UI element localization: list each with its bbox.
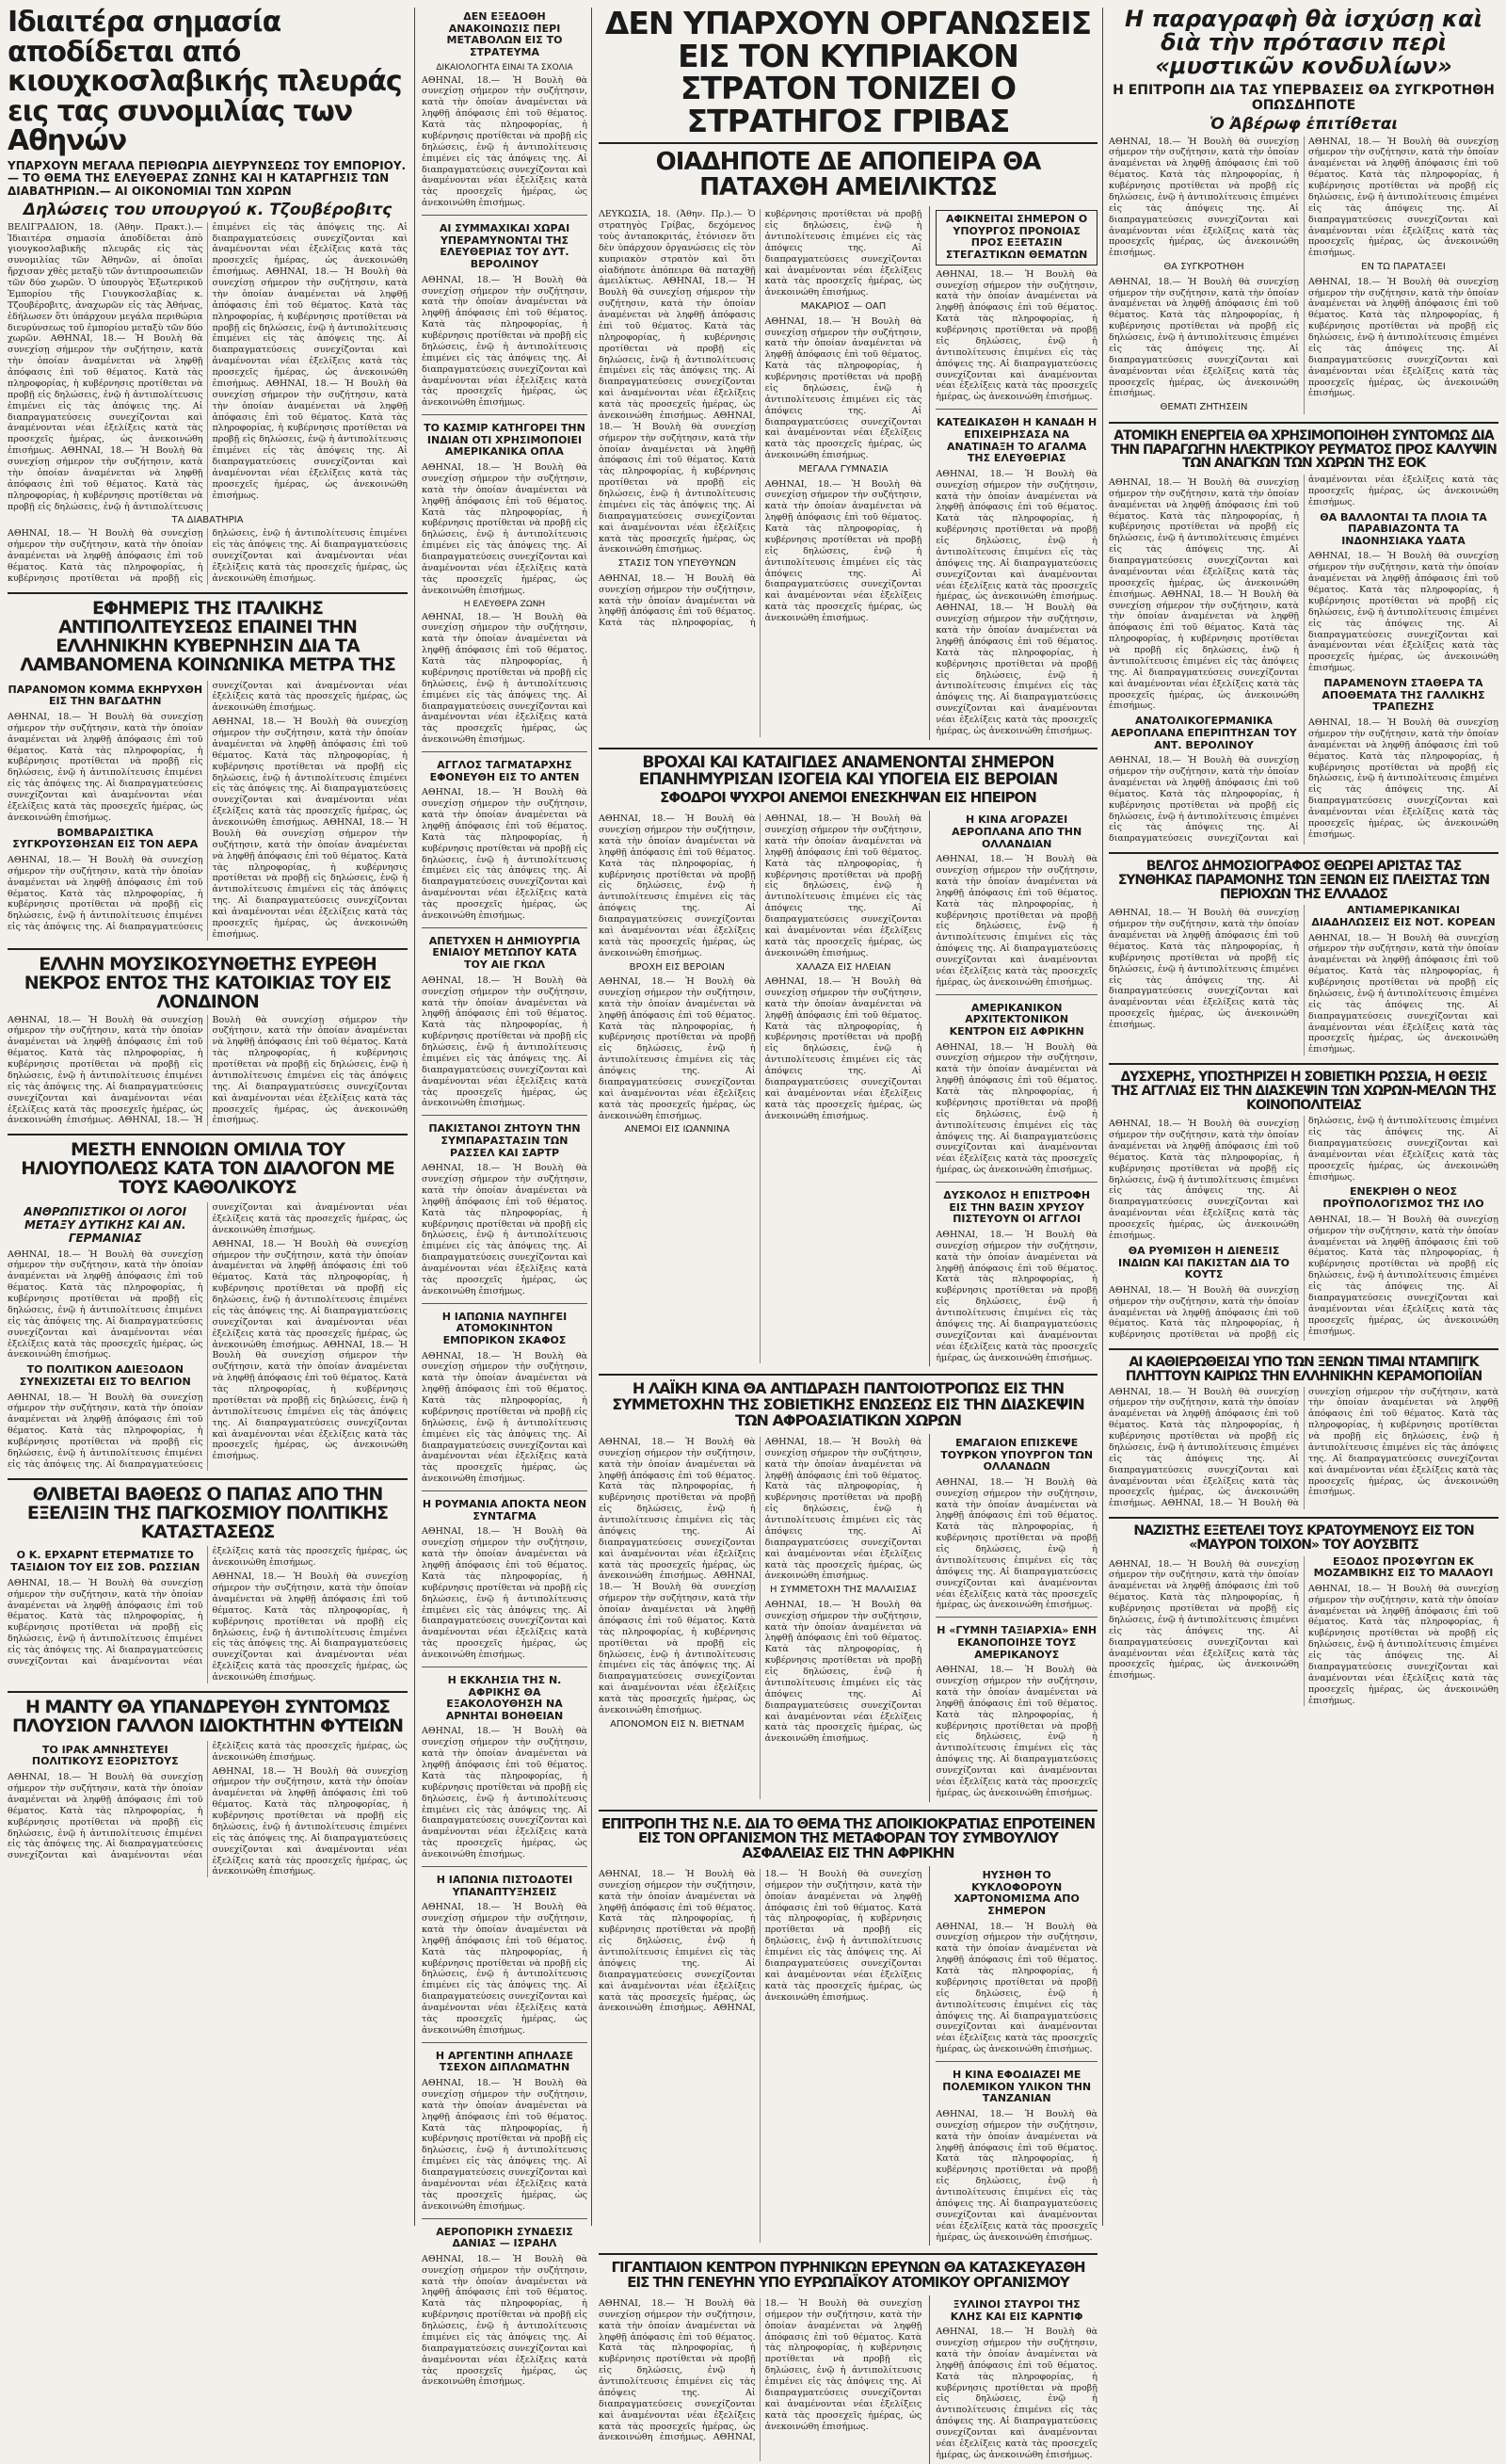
indonesia-headline: ΘΑ ΒΑΛΛΟΝΤΑΙ ΤΑ ΠΛΟΙΑ ΤΑ ΠΑΡΑΒΙΑΖΟΝΤΑ ΤΑ ΙΝΔΟΝΗΣΙΑΚΑ ΥΔΑΤΑ [1320, 510, 1487, 547]
hypoythinon-subhead: ΣΤΑΣΙΣ ΤΟΝ ΥΠΕΥΘΥΝΩΝ [617, 558, 736, 570]
banner-headline: ΔΕΝ ΥΠΑΡΧΟΥΝ ΟΡΓΑΝΩΣΕΙΣ ΕΙΣ ΤΟΝ ΚΥΠΡΙΑΚΟΝ ΣΤΡΑΤΟΝ ΤΟΝΙΖΕΙ Ο ΣΤΡΑΤΗΓΟΣ ΓΡΙΒΑΣ [599, 8, 1097, 144]
column-right [1109, 8, 1498, 2226]
belgian-article [1109, 852, 1498, 1055]
heliopolis-headline: ΜΕΣΤΗ ΕΝΝΟΙΩΝ ΟΜΙΛΙΑ ΤΟΥ ΗΛΙΟΥΠΟΛΕΩΣ ΚΑΤΑ ΤΟΝ ΔΙΑΛΟΓΟΝ ΜΕ ΤΟΥΣ ΚΑΘΟΛΙΚΟΥΣ [21, 1139, 394, 1199]
paranomon-text: ΑΘΗΝΑΙ, 18.— Ἡ Βουλὴ θὰ συνεχίσῃ σήμερον τὴν συζήτησιν, κατὰ τὴν ὁποίαν ἀναμένεται νὰ ληφθῇ ἀπόφασις ἐπὶ τοῦ θέματος. Κατὰ τὰς πληροφορίας, ἡ κυβέρνησις προτίθεται νὰ προβῇ εἰς δηλώσεις, ἐνῷ ἡ ἀντιπολίτευσις ἐπιμένει εἰς τὰς ἀπόψεις της. Αἱ διαπραγματεύσεις συνεχίζονται καὶ ἀναμένονται νέαι ἐξελίξεις κατὰ τὰς προσεχεῖς ἡμέρας, ὡς ἀνεκοινώθη ἐπισήμως. [8, 711, 203, 823]
cern-article [599, 2253, 1097, 2463]
army-text: ΑΘΗΝΑΙ, 18.— Ἡ Βουλὴ θὰ συνεχίσῃ σήμερον τὴν συζήτησιν, κατὰ τὴν ὁποίαν ἀναμένεται νὰ ληφθῇ ἀπόφασις ἐπὶ τοῦ θέματος. Κατὰ τὰς πληροφορίας, ἡ κυβέρνησις προτίθεται νὰ προβῇ εἰς δηλώσεις, ἐνῷ ἡ ἀντιπολίτευσις ἐπιμένει εἰς τὰς ἀπόψεις της. Αἱ διαπραγματεύσεις συνεχίζονται καὶ ἀναμένονται νέαι ἐξελίξεις κατὰ τὰς προσεχεῖς ἡμέρας, ὡς ἀνεκοινώθη ἐπισήμως. [422, 74, 587, 209]
eleuthera-subhead: Η ΕΛΕΥΘΕΡΑ ΖΩΝΗ [463, 599, 546, 609]
vietnam-subhead: ΑΠΟΝΟΜΟΝ ΕΙΣ Ν. ΒΙΕΤΝΑΜ [610, 1718, 745, 1730]
taxiarchia-text: ΑΘΗΝΑΙ, 18.— Ἡ Βουλὴ θὰ συνεχίσῃ σήμερον τὴν συζήτησιν, κατὰ τὴν ὁποίαν ἀναμένεται νὰ ληφθῇ ἀπόφασις ἐπὶ τοῦ θέματος. Κατὰ τὰς πληροφορίας, ἡ κυβέρνησις προτίθεται νὰ προβῇ εἰς δηλώσεις, ἐνῷ ἡ ἀντιπολίτευσις ἐπιμένει εἰς τὰς ἀπόψεις της. Αἱ διαπραγματεύσεις συνεχίζονται καὶ ἀναμένονται νέαι ἐξελίξεις κατὰ τὰς προσεχεῖς ἡμέρας, ὡς ἀνεκοινώθη ἐπισήμως. [936, 1665, 1097, 1798]
dutch-minister-headline: ΕΜΑΓΑΙΟΝ ΕΠΙΣΚΕΨΕ ΤΟΥΡΚΟΝ ΥΠΟΥΡΓΟΝ ΤΩΝ ΟΛΛΑΝΔΩΝ [940, 1436, 1094, 1474]
lead-headline: Ιδιαιτέρα σημασία αποδίδεται από κιουχκοσλαβικής πλευράς εις τας συνομιλίας των Αθηνών [8, 6, 402, 157]
storms-article [599, 748, 1097, 1367]
gold-text: ΑΘΗΝΑΙ, 18.— Ἡ Βουλὴ θὰ συνεχίσῃ σήμερον τὴν συζήτησιν, κατὰ τὴν ὁποίαν ἀναμένεται νὰ ληφθῇ ἀπόφασις ἐπὶ τοῦ θέματος. Κατὰ τὰς πληροφορίας, ἡ κυβέρνησις προτίθεται νὰ προβῇ εἰς δηλώσεις, ἐνῷ ἡ ἀντιπολίτευσις ἐπιμένει εἰς τὰς ἀπόψεις της. Αἱ διαπραγματεύσεις συνεχίζονται καὶ ἀναμένονται νέαι ἐξελίξεις κατὰ τὰς προσεχεῖς ἡμέρας, ὡς ἀνεκοινώθη ἐπισήμως. [936, 1229, 1097, 1363]
ceramics-article [1109, 1348, 1498, 1509]
col4-text: ΑΘΗΝΑΙ, 18.— Ἡ Βουλὴ θὰ συνεχίσῃ σήμερον τὴν συζήτησιν, κατὰ τὴν ὁποίαν ἀναμένεται νὰ ληφθῇ ἀπόφασις ἐπὶ τοῦ θέματος. Κατὰ τὰς πληροφορίας, ἡ κυβέρνησις προτίθεται νὰ προβῇ εἰς δηλώσεις, ἐνῷ ἡ ἀντιπολίτευσις ἐπιμένει εἰς τὰς ἀπόψεις της. Αἱ διαπραγματεύσεις συνεχίζονται καὶ ἀναμένονται νέαι ἐξελίξεις κατὰ τὰς προσεχεῖς ἡμέρας, ὡς ἀνεκοινώθη ἐπισήμως. ΘΑ ΣΥΓΚΡΟΤΗΘΗ ΑΘΗΝΑΙ, 18.— Ἡ Βουλὴ θὰ συνεχίσῃ σήμερον τὴν συζήτησιν, κατὰ τὴν ὁποίαν ἀναμένεται νὰ ληφθῇ ἀπόφασις ἐπὶ τοῦ θέματος. Κατὰ τὰς πληροφορίας, ἡ κυβέρνησις προτίθεται νὰ προβῇ εἰς δηλώσεις, ἐνῷ ἡ ἀντιπολίτευσις ἐπιμένει εἰς τὰς ἀπόψεις της. Αἱ διαπραγματεύσεις συνεχίζονται καὶ ἀναμένονται νέαι ἐξελίξεις κατὰ τὰς προσεχεῖς ἡμέρας, ὡς ἀνεκοινώθη ἐπισήμως. ΘΕΜΑΤΙ ΖΗΤΗΣΕΙΝ ΑΘΗΝΑΙ, 18.— Ἡ Βουλὴ θὰ συνεχίσῃ σήμερον τὴν συζήτησιν, κατὰ τὴν ὁποίαν ἀναμένεται νὰ ληφθῇ ἀπόφασις ἐπὶ τοῦ θέματος. Κατὰ τὰς πληροφορίας, ἡ κυβέρνησις προτίθεται νὰ προβῇ εἰς δηλώσεις, ἐνῷ ἡ ἀντιπολίτευσις ἐπιμένει εἰς τὰς ἀπόψεις της. Αἱ διαπραγματεύσεις συνεχίζονται καὶ ἀναμένονται νέαι ἐξελίξεις κατὰ τὰς προσεχεῖς ἡμέρας, ὡς ἀνεκοινώθη ἐπισήμως. ΕΝ ΤΩ ΠΑΡΑΤΑΞΕΙ ΑΘΗΝΑΙ, 18.— Ἡ Βουλὴ θὰ συνεχίσῃ σήμερον τὴν συζήτησιν, κατὰ τὴν ὁποίαν ἀναμένεται νὰ ληφθῇ ἀπόφασις ἐπὶ τοῦ θέματος. Κατὰ τὰς πληροφορίας, ἡ κυβέρνησις προτίθεται νὰ προβῇ εἰς δηλώσεις, ἐνῷ ἡ ἀντιπολίτευσις ἐπιμένει εἰς τὰς ἀπόψεις της. Αἱ διαπραγματεύσεις συνεχίζονται καὶ ἀναμένονται νέαι ἐξελίξεις κατὰ τὰς προσεχεῖς ἡμέρας, ὡς ἀνεκοινώθη ἐπισήμως. [1109, 136, 1498, 413]
pakistan-headline: ΠΑΚΙΣΤΑΝΟΙ ΖΗΤΟΥΝ ΤΗΝ ΣΥΜΠΑΡΑΣΤΑΣΙΝ ΤΩΝ ΡΑΣΣΕΛ ΚΑΙ ΣΑΡΤΡ [428, 1122, 581, 1159]
kashmir-text: ΑΘΗΝΑΙ, 18.— Ἡ Βουλὴ θὰ συνεχίσῃ σήμερον τὴν συζήτησιν, κατὰ τὴν ὁποίαν ἀναμένεται νὰ ληφθῇ ἀπόφασις ἐπὶ τοῦ θέματος. Κατὰ τὰς πληροφορίας, ἡ κυβέρνησις προτίθεται νὰ προβῇ εἰς δηλώσεις, ἐνῷ ἡ ἀντιπολίτευσις ἐπιμένει εἰς τὰς ἀπόψεις της. Αἱ διαπραγματεύσεις συνεχίζονται καὶ ἀναμένονται νέαι ἐξελίξεις κατὰ τὰς προσεχεῖς ἡμέρας, ὡς ἀνεκοινώθη ἐπισήμως. [422, 462, 587, 596]
column-rule [414, 8, 415, 2226]
commission-article [599, 1810, 1097, 2247]
lead-kicker: Δηλώσεις του υπουργού κ. Τζουβέροβιτς [23, 200, 393, 219]
mandy-article [8, 1691, 408, 1877]
canada-text: ΑΘΗΝΑΙ, 18.— Ἡ Βουλὴ θὰ συνεχίσῃ σήμερον τὴν συζήτησιν, κατὰ τὴν ὁποίαν ἀναμένεται νὰ ληφθῇ ἀπόφασις ἐπὶ τοῦ θέματος. Κατὰ τὰς πληροφορίας, ἡ κυβέρνησις προτίθεται νὰ προβῇ εἰς δηλώσεις, ἐνῷ ἡ ἀντιπολίτευσις ἐπιμένει εἰς τὰς ἀπόψεις της. Αἱ διαπραγματεύσεις συνεχίζονται καὶ ἀναμένονται νέαι ἐξελίξεις κατὰ τὰς προσεχεῖς ἡμέρας, ὡς ἀνεκοινώθη ἐπισήμως. ΑΘΗΝΑΙ, 18.— Ἡ Βουλὴ θὰ συνεχίσῃ σήμερον τὴν συζήτησιν, κατὰ τὴν ὁποίαν ἀναμένεται νὰ ληφθῇ ἀπόφασις ἐπὶ τοῦ θέματος. Κατὰ τὰς πληροφορίας, ἡ κυβέρνησις προτίθεται νὰ προβῇ εἰς δηλώσεις, ἐνῷ ἡ ἀντιπολίτευσις ἐπιμένει εἰς τὰς ἀπόψεις της. Αἱ διαπραγματεύσεις συνεχίζονται καὶ ἀναμένονται νέαι ἐξελίξεις κατὰ τὰς προσεχεῖς ἡμέρας, ὡς ἀνεκοινώθη ἐπισήμως. [936, 468, 1097, 736]
veroia-subhead: ΒΡΟΧΗ ΕΙΣ ΒΕΡΟΙΑΝ [629, 961, 726, 973]
nazi-text: ΑΘΗΝΑΙ, 18.— Ἡ Βουλὴ θὰ συνεχίσῃ σήμερον τὴν συζήτησιν, κατὰ τὴν ὁποίαν ἀναμένεται νὰ ληφθῇ ἀπόφασις ἐπὶ τοῦ θέματος. Κατὰ τὰς πληροφορίας, ἡ κυβέρνησις προτίθεται νὰ προβῇ εἰς δηλώσεις, ἐνῷ ἡ ἀντιπολίτευσις ἐπιμένει εἰς τὰς ἀπόψεις της. Αἱ διαπραγματεύσεις συνεχίζονται καὶ ἀναμένονται νέαι ἐξελίξεις κατὰ τὰς προσεχεῖς ἡμέρας, ὡς ἀνεκοινώθη ἐπισήμως. [1109, 1558, 1299, 1682]
column-left [8, 8, 408, 2226]
politikon-headline: ΤΟ ΠΟΛΙΤΙΚΟΝ ΑΔΙΕΞΟΔΟΝ ΣΥΝΕΧΙΖΕΤΑΙ ΕΙΣ ΤΟ ΒΕΛΓΙΟΝ [19, 1363, 191, 1388]
belgian-text: ΑΘΗΝΑΙ, 18.— Ἡ Βουλὴ θὰ συνεχίσῃ σήμερον τὴν συζήτησιν, κατὰ τὴν ὁποίαν ἀναμένεται νὰ ληφθῇ ἀπόφασις ἐπὶ τοῦ θέματος. Κατὰ τὰς πληροφορίας, ἡ κυβέρνησις προτίθεται νὰ προβῇ εἰς δηλώσεις, ἐνῷ ἡ ἀντιπολίτευσις ἐπιμένει εἰς τὰς ἀπόψεις της. Αἱ διαπραγματεύσεις συνεχίζονται καὶ ἀναμένονται νέαι ἐξελίξεις κατὰ τὰς προσεχεῖς ἡμέρας, ὡς ἀνεκοινώθη ἐπισήμως. [1109, 908, 1299, 1031]
storms-subheadline: ΣΦΟΔΡΟΙ ΨΥΧΡΟΙ ΑΝΕΜΟΙ ΕΝΕΣΚΗΨΑΝ ΕΙΣ ΗΠΕΙΡΟΝ [660, 789, 1036, 807]
japan-amb-text: ΑΘΗΝΑΙ, 18.— Ἡ Βουλὴ θὰ συνεχίσῃ σήμερον τὴν συζήτησιν, κατὰ τὴν ὁποίαν ἀναμένεται νὰ ληφθῇ ἀπόφασις ἐπὶ τοῦ θέματος. Κατὰ τὰς πληροφορίας, ἡ κυβέρνησις προτίθεται νὰ προβῇ εἰς δηλώσεις, ἐνῷ ἡ ἀντιπολίτευσις ἐπιμένει εἰς τὰς ἀπόψεις της. Αἱ διαπραγματεύσεις συνεχίζονται καὶ ἀναμένονται νέαι ἐξελίξεις κατὰ τὰς προσεχεῖς ἡμέρας, ὡς ἀνεκοινώθη ἐπισήμως. [422, 1902, 587, 2036]
eleuthera-text: ΑΘΗΝΑΙ, 18.— Ἡ Βουλὴ θὰ συνεχίσῃ σήμερον τὴν συζήτησιν, κατὰ τὴν ὁποίαν ἀναμένεται νὰ ληφθῇ ἀπόφασις ἐπὶ τοῦ θέματος. Κατὰ τὰς πληροφορίας, ἡ κυβέρνησις προτίθεται νὰ προβῇ εἰς δηλώσεις, ἐνῷ ἡ ἀντιπολίτευσις ἐπιμένει εἰς τὰς ἀπόψεις της. Αἱ διαπραγματεύσεις συνεχίζονται καὶ ἀναμένονται νέαι ἐξελίξεις κατὰ τὰς προσεχεῖς ἡμέρας, ὡς ἀνεκοινώθη ἐπισήμως. [422, 611, 587, 746]
erhard-headline: Ο Κ. ΕΡΧΑΡΝΤ ΕΤΕΡΜΑΤΙΣΕ ΤΟ ΤΑΞΙΔΙΟΝ ΤΟΥ ΕΙΣ ΣΟΒ. ΡΩΣΣΙΑΝ [10, 1549, 200, 1574]
atomic-text: ΑΘΗΝΑΙ, 18.— Ἡ Βουλὴ θὰ συνεχίσῃ σήμερον τὴν συζήτησιν, κατὰ τὴν ὁποίαν ἀναμένεται νὰ ληφθῇ ἀπόφασις ἐπὶ τοῦ θέματος. Κατὰ τὰς πληροφορίας, ἡ κυβέρνησις προτίθεται νὰ προβῇ εἰς δηλώσεις, ἐνῷ ἡ ἀντιπολίτευσις ἐπιμένει εἰς τὰς ἀπόψεις της. Αἱ διαπραγματεύσεις συνεχίζονται καὶ ἀναμένονται νέαι ἐξελίξεις κατὰ τὰς προσεχεῖς ἡμέρας, ὡς ἀνεκοινώθη ἐπισήμως. ΑΘΗΝΑΙ, 18.— Ἡ Βουλὴ θὰ συνεχίσῃ σήμερον τὴν συζήτησιν, κατὰ τὴν ὁποίαν ἀναμένεται νὰ ληφθῇ ἀπόφασις ἐπὶ τοῦ θέματος. Κατὰ τὰς πληροφορίας, ἡ κυβέρνησις προτίθεται νὰ προβῇ εἰς δηλώσεις, ἐνῷ ἡ ἀντιπολίτευσις ἐπιμένει εἰς τὰς ἀπόψεις της. Αἱ διαπραγματεύσεις συνεχίζονται καὶ ἀναμένονται νέαι ἐξελίξεις κατὰ τὰς προσεχεῖς ἡμέρας, ὡς ἀνεκοινώθη ἐπισήμως. [1109, 476, 1299, 712]
romania-text: ΑΘΗΝΑΙ, 18.— Ἡ Βουλὴ θὰ συνεχίσῃ σήμερον τὴν συζήτησιν, κατὰ τὴν ὁποίαν ἀναμένεται νὰ ληφθῇ ἀπόφασις ἐπὶ τοῦ θέματος. Κατὰ τὰς πληροφορίας, ἡ κυβέρνησις προτίθεται νὰ προβῇ εἰς δηλώσεις, ἐνῷ ἡ ἀντιπολίτευσις ἐπιμένει εἰς τὰς ἀπόψεις της. Αἱ διαπραγματεύσεις συνεχίζονται καὶ ἀναμένονται νέαι ἐξελίξεις κατὰ τὰς προσεχεῖς ἡμέρας, ὡς ἀνεκοινώθη ἐπισήμως. [422, 1526, 587, 1660]
mozambique-text: ΑΘΗΝΑΙ, 18.— Ἡ Βουλὴ θὰ συνεχίσῃ σήμερον τὴν συζήτησιν, κατὰ τὴν ὁποίαν ἀναμένεται νὰ ληφθῇ ἀπόφασις ἐπὶ τοῦ θέματος. Κατὰ τὰς πληροφορίας, ἡ κυβέρνησις προτίθεται νὰ προβῇ εἰς δηλώσεις, ἐνῷ ἡ ἀντιπολίτευσις ἐπιμένει εἰς τὰς ἀπόψεις της. Αἱ διαπραγματεύσεις συνεχίζονται καὶ ἀναμένονται νέαι ἐξελίξεις κατὰ τὰς προσεχεῖς ἡμέρας, ὡς ἀνεκοινώθη ἐπισήμως. [1308, 1583, 1498, 1706]
apetyxen-headline: ΑΠΕΤΥΧΕΝ Η ΔΗΜΙΟΥΡΓΙΑ ΕΝΙΑΙΟΥ ΜΕΤΩΠΟΥ ΚΑΤΑ ΤΟΥ ΑΙΕ ΓΚΩΛ [428, 934, 581, 972]
ceramics-text: ΑΘΗΝΑΙ, 18.— Ἡ Βουλὴ θὰ συνεχίσῃ σήμερον τὴν συζήτησιν, κατὰ τὴν ὁποίαν ἀναμένεται νὰ ληφθῇ ἀπόφασις ἐπὶ τοῦ θέματος. Κατὰ τὰς πληροφορίας, ἡ κυβέρνησις προτίθεται νὰ προβῇ εἰς δηλώσεις, ἐνῷ ἡ ἀντιπολίτευσις ἐπιμένει εἰς τὰς ἀπόψεις της. Αἱ διαπραγματεύσεις συνεχίζονται καὶ ἀναμένονται νέαι ἐξελίξεις κατὰ τὰς προσεχεῖς ἡμέρας, ὡς ἀνεκοινώθη ἐπισήμως. ΑΘΗΝΑΙ, 18.— Ἡ Βουλὴ θὰ συνεχίσῃ σήμερον τὴν συζήτησιν, κατὰ τὴν ὁποίαν ἀναμένεται νὰ ληφθῇ ἀπόφασις ἐπὶ τοῦ θέματος. Κατὰ τὰς πληροφορίας, ἡ κυβέρνησις προτίθεται νὰ προβῇ εἰς δηλώσεις, ἐνῷ ἡ ἀντιπολίτευσις ἐπιμένει εἰς τὰς ἀπόψεις της. Αἱ διαπραγματεύσεις συνεχίζονται καὶ ἀναμένονται νέαι ἐξελίξεις κατὰ τὰς προσεχεῖς ἡμέρας, ὡς ἀνεκοινώθη ἐπισήμως. [1109, 1386, 1498, 1509]
afiknitai-text: ΑΘΗΝΑΙ, 18.— Ἡ Βουλὴ θὰ συνεχίσῃ σήμερον τὴν συζήτησιν, κατὰ τὴν ὁποίαν ἀναμένεται νὰ ληφθῇ ἀπόφασις ἐπὶ τοῦ θέματος. Κατὰ τὰς πληροφορίας, ἡ κυβέρνησις προτίθεται νὰ προβῇ εἰς δηλώσεις, ἐνῷ ἡ ἀντιπολίτευσις ἐπιμένει εἰς τὰς ἀπόψεις της. Αἱ διαπραγματεύσεις συνεχίζονται καὶ ἀναμένονται νέαι ἐξελίξεις κατὰ τὰς προσεχεῖς ἡμέρας, ὡς ἀνεκοινώθη ἐπισήμως. [936, 268, 1097, 403]
indonesia-text: ΑΘΗΝΑΙ, 18.— Ἡ Βουλὴ θὰ συνεχίσῃ σήμερον τὴν συζήτησιν, κατὰ τὴν ὁποίαν ἀναμένεται νὰ ληφθῇ ἀπόφασις ἐπὶ τοῦ θέματος. Κατὰ τὰς πληροφορίας, ἡ κυβέρνησις προτίθεται νὰ προβῇ εἰς δηλώσεις, ἐνῷ ἡ ἀντιπολίτευσις ἐπιμένει εἰς τὰς ἀπόψεις της. Αἱ διαπραγματεύσεις συνεχίζονται καὶ ἀναμένονται νέαι ἐξελίξεις κατὰ τὰς προσεχεῖς ἡμέρας, ὡς ἀνεκοινώθη ἐπισήμως. [1308, 551, 1498, 674]
composer-headline: ΕΛΛΗΝ ΜΟΥΣΙΚΟΣΥΝΘΕΤΗΣ ΕΥΡΕΘΗ ΝΕΚΡΟΣ ΕΝΤΟΣ ΤΗΣ ΚΑΤΟΙΚΙΑΣ ΤΟΥ ΕΙΣ ΛΟΝΔΙΝΟΝ [24, 953, 392, 1012]
air-text: ΑΘΗΝΑΙ, 18.— Ἡ Βουλὴ θὰ συνεχίσῃ σήμερον τὴν συζήτησιν, κατὰ τὴν ὁποίαν ἀναμένεται νὰ ληφθῇ ἀπόφασις ἐπὶ τοῦ θέματος. Κατὰ τὰς πληροφορίας, ἡ κυβέρνησις προτίθεται νὰ προβῇ εἰς δηλώσεις, ἐνῷ ἡ ἀντιπολίτευσις ἐπιμένει εἰς τὰς ἀπόψεις της. Αἱ διαπραγματεύσεις συνεχίζονται καὶ ἀναμένονται νέαι ἐξελίξεις κατὰ τὰς προσεχεῖς ἡμέρας, ὡς ἀνεκοινώθη ἐπισήμως. [422, 2253, 587, 2388]
composer-article [8, 948, 408, 1127]
diavatiria-text: ΑΘΗΝΑΙ, 18.— Ἡ Βουλὴ θὰ συνεχίσῃ σήμερον τὴν συζήτησιν, κατὰ τὴν ὁποίαν ἀναμένεται νὰ ληφθῇ ἀπόφασις ἐπὶ τοῦ θέματος. Κατὰ τὰς πληροφορίας, ἡ κυβέρνησις προτίθεται νὰ προβῇ εἰς δηλώσεις, ἐνῷ ἡ ἀντιπολίτευσις ἐπιμένει εἰς τὰς ἀπόψεις της. Αἱ διαπραγματεύσεις συνεχίζονται καὶ ἀναμένονται νέαι ἐξελίξεις κατὰ τὰς προσεχεῖς ἡμέρας, ὡς ἀνεκοινώθη ἐπισήμως. [8, 528, 408, 584]
ioannina-subhead: ΑΝΕΜΟΙ ΕΙΣ ΙΩΑΝΝΙΝΑ [624, 1124, 730, 1135]
atomic-headline: ΑΤΟΜΙΚΗ ΕΝΕΡΓΕΙΑ ΘΑ ΧΡΗΣΙΜΟΠΟΙΗΘΗ ΣΥΝΤΟΜΩΣ ΔΙΑ ΤΗΝ ΠΑΡΑΓΩΓΗΝ ΗΛΕΚΤΡΙΚΟΥ ΡΕΥΜΑΤΟΣ ΠΡΟΣ ΚΑΛΥΨΙΝ ΤΩΝ ΑΝΑΓΚΩΝ ΤΩΝ ΧΩΡΩΝ ΤΗΣ ΕΟΚ [1111, 427, 1497, 472]
pope-text: ΑΘΗΝΑΙ, 18.— Ἡ Βουλὴ θὰ συνεχίσῃ σήμερον τὴν συζήτησιν, κατὰ τὴν ὁποίαν ἀναμένεται νὰ ληφθῇ ἀπόφασις ἐπὶ τοῦ θέματος. Κατὰ τὰς πληροφορίας, ἡ κυβέρνησις προτίθεται νὰ προβῇ εἰς δηλώσεις, ἐνῷ ἡ ἀντιπολίτευσις ἐπιμένει εἰς τὰς ἀπόψεις της. Αἱ διαπραγματεύσεις συνεχίζονται καὶ ἀναμένονται νέαι ἐξελίξεις κατὰ τὰς προσεχεῖς ἡμέρας, ὡς ἀνεκοινώθη ἐπισήμως. [212, 1571, 408, 1683]
mozambique-headline: ΕΞΟΔΟΣ ΠΡΟΣΦΥΓΩΝ ΕΚ ΜΟΖΑΜΒΙΚΗΣ ΕΙΣ ΤΟ ΜΑΛΑΟΥΙ [1313, 1554, 1494, 1580]
architecture-text: ΑΘΗΝΑΙ, 18.— Ἡ Βουλὴ θὰ συνεχίσῃ σήμερον τὴν συζήτησιν, κατὰ τὴν ὁποίαν ἀναμένεται νὰ ληφθῇ ἀπόφασις ἐπὶ τοῦ θέματος. Κατὰ τὰς πληροφορίας, ἡ κυβέρνησις προτίθεται νὰ προβῇ εἰς δηλώσεις, ἐνῷ ἡ ἀντιπολίτευσις ἐπιμένει εἰς τὰς ἀπόψεις της. Αἱ διαπραγματεύσεις συνεχίζονται καὶ ἀναμένονται νέαι ἐξελίξεις κατὰ τὰς προσεχεῖς ἡμέρας, ὡς ἀνεκοινώθη ἐπισήμως. [936, 1041, 1097, 1176]
argentina-text: ΑΘΗΝΑΙ, 18.— Ἡ Βουλὴ θὰ συνεχίσῃ σήμερον τὴν συζήτησιν, κατὰ τὴν ὁποίαν ἀναμένεται νὰ ληφθῇ ἀπόφασις ἐπὶ τοῦ θέματος. Κατὰ τὰς πληροφορίας, ἡ κυβέρνησις προτίθεται νὰ προβῇ εἰς δηλώσεις, ἐνῷ ἡ ἀντιπολίτευσις ἐπιμένει εἰς τὰς ἀπόψεις της. Αἱ διαπραγματεύσεις συνεχίζονται καὶ ἀναμένονται νέαι ἐξελίξεις κατὰ τὰς προσεχεῖς ἡμέρας, ὡς ἀνεκοινώθη ἐπισήμως. [422, 2078, 587, 2212]
russia-headline: ΔΥΣΧΕΡΗΣ, ΥΠΟΣΤΗΡΙΖΕΙ Η ΣΟΒΙΕΤΙΚΗ ΡΩΣΣΙΑ, Η ΘΕΣΙΣ ΤΗΣ ΑΓΓΛΙΑΣ ΕΙΣ ΤΗΝ ΔΙΑΣΚΕΨΙΝ ΤΩΝ ΧΩΡΩΝ-ΜΕΛΩΝ ΤΗΣ ΚΟΙΝΟΠΟΛΙΤΕΙΑΣ [1111, 1070, 1497, 1113]
newspaper-page [8, 5, 1498, 2460]
china-planes-text: ΑΘΗΝΑΙ, 18.— Ἡ Βουλὴ θὰ συνεχίσῃ σήμερον τὴν συζήτησιν, κατὰ τὴν ὁποίαν ἀναμένεται νὰ ληφθῇ ἀπόφασις ἐπὶ τοῦ θέματος. Κατὰ τὰς πληροφορίας, ἡ κυβέρνησις προτίθεται νὰ προβῇ εἰς δηλώσεις, ἐνῷ ἡ ἀντιπολίτευσις ἐπιμένει εἰς τὰς ἀπόψεις της. Αἱ διαπραγματεύσεις συνεχίζονται καὶ ἀναμένονται νέαι ἐξελίξεις κατὰ τὰς προσεχεῖς ἡμέρας, ὡς ἀνεκοινώθη ἐπισήμως. [936, 854, 1097, 988]
griva-text: ΛΕΥΚΩΣΙΑ, 18. (Ἀθην. Πρ.).— Ὁ στρατηγὸς Γρίβας, δεχόμενος τοὺς ἀνταποκριτάς, ἐτόνισεν ὅτι δὲν ὑπάρχουν ὀργανώσεις εἰς τὸν κυπριακὸν στρατὸν καὶ ὅτι οἱαδήποτε ἀπόπειρα θὰ παταχθῇ ἀμειλίκτως. ΑΘΗΝΑΙ, 18.— Ἡ Βουλὴ θὰ συνεχίσῃ σήμερον τὴν συζήτησιν, κατὰ τὴν ὁποίαν ἀναμένεται νὰ ληφθῇ ἀπόφασις ἐπὶ τοῦ θέματος. Κατὰ τὰς πληροφορίας, ἡ κυβέρνησις προτίθεται νὰ προβῇ εἰς δηλώσεις, ἐνῷ ἡ ἀντιπολίτευσις ἐπιμένει εἰς τὰς ἀπόψεις της. Αἱ διαπραγματεύσεις συνεχίζονται καὶ ἀναμένονται νέαι ἐξελίξεις κατὰ τὰς προσεχεῖς ἡμέρας, ὡς ἀνεκοινώθη ἐπισήμως. ΑΘΗΝΑΙ, 18.— Ἡ Βουλὴ θὰ συνεχίσῃ σήμερον τὴν συζήτησιν, κατὰ τὴν ὁποίαν ἀναμένεται νὰ ληφθῇ ἀπόφασις ἐπὶ τοῦ θέματος. Κατὰ τὰς πληροφορίας, ἡ κυβέρνησις προτίθεται νὰ προβῇ εἰς δηλώσεις, ἐνῷ ἡ ἀντιπολίτευσις ἐπιμένει εἰς τὰς ἀπόψεις της. Αἱ διαπραγματεύσεις συνεχίζονται καὶ ἀναμένονται νέαι ἐξελίξεις κατὰ τὰς προσεχεῖς ἡμέρας, ὡς ἀνεκοινώθη ἐπισήμως. ΣΤΑΣΙΣ ΤΟΝ ΥΠΕΥΘΥΝΩΝ ΑΘΗΝΑΙ, 18.— Ἡ Βουλὴ θὰ συνεχίσῃ σήμερον τὴν συζήτησιν, κατὰ τὴν ὁποίαν ἀναμένεται νὰ ληφθῇ ἀπόφασις ἐπὶ τοῦ θέματος. Κατὰ τὰς πληροφορίας, ἡ κυβέρνησις προτίθεται νὰ προβῇ εἰς δηλώσεις, ἐνῷ ἡ ἀντιπολίτευσις ἐπιμένει εἰς τὰς ἀπόψεις της. Αἱ διαπραγματεύσεις συνεχίζονται καὶ ἀναμένονται νέαι ἐξελίξεις κατὰ τὰς προσεχεῖς ἡμέρας, ὡς ἀνεκοινώθη ἐπισήμως. ΜΑΚΑΡΙΟΣ — ΟΑΠ ΑΘΗΝΑΙ, 18.— Ἡ Βουλὴ θὰ συνεχίσῃ σήμερον τὴν συζήτησιν, κατὰ τὴν ὁποίαν ἀναμένεται νὰ ληφθῇ ἀπόφασις ἐπὶ τοῦ θέματος. Κατὰ τὰς πληροφορίας, ἡ κυβέρνησις προτίθεται νὰ προβῇ εἰς δηλώσεις, ἐνῷ ἡ ἀντιπολίτευσις ἐπιμένει εἰς τὰς ἀπόψεις της. Αἱ διαπραγματεύσεις συνεχίζονται καὶ ἀναμένονται νέαι ἐξελίξεις κατὰ τὰς προσεχεῖς ἡμέρας, ὡς ἀνεκοινώθη ἐπισήμως. ΜΕΓΑΛΑ ΓΥΜΝΑΣΙΑ ΑΘΗΝΑΙ, 18.— Ἡ Βουλὴ θὰ συνεχίσῃ σήμερον τὴν συζήτησιν, κατὰ τὴν ὁποίαν ἀναμένεται νὰ ληφθῇ ἀπόφασις ἐπὶ τοῦ θέματος. Κατὰ τὰς πληροφορίας, ἡ κυβέρνησις προτίθεται νὰ προβῇ εἰς δηλώσεις, ἐνῷ ἡ ἀντιπολίτευσις ἐπιμένει εἰς τὰς ἀπόψεις της. Αἱ διαπραγματεύσεις συνεχίζονται καὶ ἀναμένονται νέαι ἐξελίξεις κατὰ τὰς προσεχεῖς ἡμέρας, ὡς ἀνεκοινώθη ἐπισήμως. [599, 209, 922, 629]
china-article [599, 1374, 1097, 1801]
japan-ship-headline: Η ΙΑΠΩΝΙΑ ΝΑΥΠΗΓΕΙ ΑΤΟΜΟΚΙΝΗΤΟΝ ΕΜΠΟΡΙΚΟΝ ΣΚΑΦΟΣ [441, 1310, 568, 1346]
column-rule [1102, 8, 1103, 2226]
japan-amb-headline: Η ΙΑΠΩΝΙΑ ΠΙΣΤΟΔΟΤΕΙ ΥΠΑΝΑΠΤΥΞΗΣΕΙΣ [436, 1873, 573, 1898]
irak-text: ΑΘΗΝΑΙ, 18.— Ἡ Βουλὴ θὰ συνεχίσῃ σήμερον τὴν συζήτησιν, κατὰ τὴν ὁποίαν ἀναμένεται νὰ ληφθῇ ἀπόφασις ἐπὶ τοῦ θέματος. Κατὰ τὰς πληροφορίας, ἡ κυβέρνησις προτίθεται νὰ προβῇ εἰς δηλώσεις, ἐνῷ ἡ ἀντιπολίτευσις ἐπιμένει εἰς τὰς ἀπόψεις της. Αἱ διαπραγματεύσεις συνεχίζονται καὶ ἀναμένονται νέαι ἐξελίξεις κατὰ τὰς προσεχεῖς ἡμέρας, ὡς ἀνεκοινώθη ἐπισήμως. [8, 1740, 408, 1861]
commission-headline: ΕΠΙΤΡΟΠΗ ΤΗΣ Ν.Ε. ΔΙΑ ΤΟ ΘΕΜΑ ΤΗΣ ΑΠΟΙΚΙΟΚΡΑΤΙΑΣ ΕΠΡΟΤΕΙΝΕΝ ΕΙΣ ΤΟΝ ΟΡΓΑΝΙΣΜΟΝ ΤΗΣ ΜΕΤΑΦΟΡΑΝ ΤΟΥ ΣΥΜΒΟΥΛΙΟΥ ΑΣΦΑΛΕΙΑΣ ΕΙΣ ΤΗΝ ΑΦΡΙΚΗΝ [601, 1814, 1096, 1862]
gold-headline: ΔΥΣΚΟΛΟΣ Η ΕΠΙΣΤΡΟΦΗ ΕΙΣ ΤΗΝ ΒΑΣΙΝ ΧΡΥΣΟΥ ΠΙΣΤΕΥΟΥΝ ΟΙ ΑΓΓΛΟΙ [943, 1189, 1091, 1226]
column-rule [591, 8, 592, 2226]
russia-article [1109, 1063, 1498, 1341]
china-text: ΑΘΗΝΑΙ, 18.— Ἡ Βουλὴ θὰ συνεχίσῃ σήμερον τὴν συζήτησιν, κατὰ τὴν ὁποίαν ἀναμένεται νὰ ληφθῇ ἀπόφασις ἐπὶ τοῦ θέματος. Κατὰ τὰς πληροφορίας, ἡ κυβέρνησις προτίθεται νὰ προβῇ εἰς δηλώσεις, ἐνῷ ἡ ἀντιπολίτευσις ἐπιμένει εἰς τὰς ἀπόψεις της. Αἱ διαπραγματεύσεις συνεχίζονται καὶ ἀναμένονται νέαι ἐξελίξεις κατὰ τὰς προσεχεῖς ἡμέρας, ὡς ἀνεκοινώθη ἐπισήμως. ΑΘΗΝΑΙ, 18.— Ἡ Βουλὴ θὰ συνεχίσῃ σήμερον τὴν συζήτησιν, κατὰ τὴν ὁποίαν ἀναμένεται νὰ ληφθῇ ἀπόφασις ἐπὶ τοῦ θέματος. Κατὰ τὰς πληροφορίας, ἡ κυβέρνησις προτίθεται νὰ προβῇ εἰς δηλώσεις, ἐνῷ ἡ ἀντιπολίτευσις ἐπιμένει εἰς τὰς ἀπόψεις της. Αἱ διαπραγματεύσεις συνεχίζονται καὶ ἀναμένονται νέαι ἐξελίξεις κατὰ τὰς προσεχεῖς ἡμέρας, ὡς ἀνεκοινώθη ἐπισήμως. ΑΠΟΝΟΜΟΝ ΕΙΣ Ν. ΒΙΕΤΝΑΜ ΑΘΗΝΑΙ, 18.— Ἡ Βουλὴ θὰ συνεχίσῃ σήμερον τὴν συζήτησιν, κατὰ τὴν ὁποίαν ἀναμένεται νὰ ληφθῇ ἀπόφασις ἐπὶ τοῦ θέματος. Κατὰ τὰς πληροφορίας, ἡ κυβέρνησις προτίθεται νὰ προβῇ εἰς δηλώσεις, ἐνῷ ἡ ἀντιπολίτευσις ἐπιμένει εἰς τὰς ἀπόψεις της. Αἱ διαπραγματεύσεις συνεχίζονται καὶ ἀναμένονται νέαι ἐξελίξεις κατὰ τὰς προσεχεῖς ἡμέρας, ὡς ἀνεκοινώθη ἐπισήμως. Η ΣΥΜΜΕΤΟΧΗ ΤΗΣ ΜΑΛΑΙΣΙΑΣ ΑΘΗΝΑΙ, 18.— Ἡ Βουλὴ θὰ συνεχίσῃ σήμερον τὴν συζήτησιν, κατὰ τὴν ὁποίαν ἀναμένεται νὰ ληφθῇ ἀπόφασις ἐπὶ τοῦ θέματος. Κατὰ τὰς πληροφορίας, ἡ κυβέρνησις προτίθεται νὰ προβῇ εἰς δηλώσεις, ἐνῷ ἡ ἀντιπολίτευσις ἐπιμένει εἰς τὰς ἀπόψεις της. Αἱ διαπραγματεύσεις συνεχίζονται καὶ ἀναμένονται νέαι ἐξελίξεις κατὰ τὰς προσεχεῖς ἡμέρας, ὡς ἀνεκοινώθη ἐπισήμως. [599, 1436, 922, 1745]
ilo-headline: ΕΝΕΚΡΙΘΗ Ο ΝΕΟΣ ΠΡΟΫΠΟΛΟΓΙΣΜΟΣ ΤΗΣ ΙΛΟ [1322, 1185, 1484, 1211]
composer-text: ΑΘΗΝΑΙ, 18.— Ἡ Βουλὴ θὰ συνεχίσῃ σήμερον τὴν συζήτησιν, κατὰ τὴν ὁποίαν ἀναμένεται νὰ ληφθῇ ἀπόφασις ἐπὶ τοῦ θέματος. Κατὰ τὰς πληροφορίας, ἡ κυβέρνησις προτίθεται νὰ προβῇ εἰς δηλώσεις, ἐνῷ ἡ ἀντιπολίτευσις ἐπιμένει εἰς τὰς ἀπόψεις της. Αἱ διαπραγματεύσεις συνεχίζονται καὶ ἀναμένονται νέαι ἐξελίξεις κατὰ τὰς προσεχεῖς ἡμέρας, ὡς ἀνεκοινώθη ἐπισήμως. ΑΘΗΝΑΙ, 18.— Ἡ Βουλὴ θὰ συνεχίσῃ σήμερον τὴν συζήτησιν, κατὰ τὴν ὁποίαν ἀναμένεται νὰ ληφθῇ ἀπόφασις ἐπὶ τοῦ θέματος. Κατὰ τὰς πληροφορίας, ἡ κυβέρνησις προτίθεται νὰ προβῇ εἰς δηλώσεις, ἐνῷ ἡ ἀντιπολίτευσις ἐπιμένει εἰς τὰς ἀπόψεις της. Αἱ διαπραγματεύσεις συνεχίζονται καὶ ἀναμένονται νέαι ἐξελίξεις κατὰ τὰς προσεχεῖς ἡμέρας, ὡς ἀνεκοινώθη ἐπισήμως. [8, 1014, 408, 1126]
china-planes-headline: Η ΚΙΝΑ ΑΓΟΡΑΖΕΙ ΑΕΡΟΠΛΑΝΑ ΑΠΟ ΤΗΝ ΟΛΛΑΝΔΙΑΝ [952, 813, 1082, 850]
makarios-subhead: ΜΑΚΑΡΙΟΣ — ΟΑΠ [800, 301, 887, 313]
canada-headline: ΚΑΤΕΔΙΚΑΣΘΗ Η ΚΑΝΑΔΗ Η ΕΠΙΧΕΙΡΗΣΑΣΑ ΝΑ ΑΝΑΤΙΝΑΞΗ ΤΟ ΑΓΑΛΜΑ ΤΗΣ ΕΛΕΥΘΕΡΙΑΣ [937, 416, 1097, 465]
argentina-headline: Η ΑΡΓΕΝΤΙΝΗ ΑΠΗΛΑΣΕ ΤΣΕΧΟΝ ΔΙΠΛΩΜΑΤΗΝ [435, 2049, 574, 2074]
column-center [599, 5, 1097, 2460]
irak-headline: ΤΟ ΙΡΑΚ ΑΜΝΗΣΤΕΥΕΙ ΠΟΛΙΤΙΚΟΥΣ ΕΞΟΡΙΣΤΟΥΣ [31, 1743, 179, 1768]
italy-article [8, 592, 408, 941]
crosses-text: ΑΘΗΝΑΙ, 18.— Ἡ Βουλὴ θὰ συνεχίσῃ σήμερον τὴν συζήτησιν, κατὰ τὴν ὁποίαν ἀναμένεται νὰ ληφθῇ ἀπόφασις ἐπὶ τοῦ θέματος. Κατὰ τὰς πληροφορίας, ἡ κυβέρνησις προτίθεται νὰ προβῇ εἰς δηλώσεις, ἐνῷ ἡ ἀντιπολίτευσις ἐπιμένει εἰς τὰς ἀπόψεις της. Αἱ διαπραγματεύσεις συνεχίζονται καὶ ἀναμένονται νέαι ἐξελίξεις κατὰ τὰς προσεχεῖς ἡμέρας, ὡς ἀνεκοινώθη ἐπισήμως. [936, 2327, 1097, 2460]
gymnasia-subhead: ΜΕΓΑΛΑ ΓΥΜΝΑΣΙΑ [798, 464, 889, 475]
banner-subheadline: ΟΙΑΔΗΠΟΤΕ ΔΕ ΑΠΟΠΕΙΡΑ ΘΑ ΠΑΤΑΧΘΗ ΑΜΕΙΛΙΚΤΩΣ [655, 147, 1041, 201]
italy-headline: ΕΦΗΜΕΡΙΣ ΤΗΣ ΙΤΑΛΙΚΗΣ ΑΝΤΙΠΟΛΙΤΕΥΣΕΩΣ ΕΠΑΙΝΕΙ ΤΗΝ ΕΛΛΗΝΙΚΗΝ ΚΥΒΕΡΝΗΣΙΝ ΔΙΑ ΤΑ ΛΑΜΒΑΝΟΜΕΝΑ ΚΟΙΝΩΝΙΚΑ ΜΕΤΡΑ ΤΗΣ [20, 597, 395, 675]
heliopolis-article [8, 1134, 408, 1470]
paranomon-headline: ΠΑΡΑΝΟΜΟΝ ΚΟΜΜΑ ΕΚΗΡΥΧΘΗ ΕΙΣ ΤΗΝ ΒΑΓΔΑΤΗΝ [8, 683, 203, 708]
col4-subheadline: Η ΕΠΙΤΡΟΠΗ ΔΙΑ ΤΑΣ ΥΠΕΡΒΑΣΕΙΣ ΘΑ ΣΥΓΚΡΟΤΗΘΗ ΟΠΩΣΔΗΠΟΤΕ [1113, 82, 1495, 113]
nazi-article [1109, 1517, 1498, 1706]
army-kicker: ΔΙΚΑΙΟΛΟΓΗΤΑ ΕΙΝΑΙ ΤΑ ΣΧΟΛΙΑ [436, 62, 573, 72]
pope-headline: ΘΛΙΒΕΤΑΙ ΒΑΘΕΩΣ Ο ΠΑΠΑΣ ΑΠΟ ΤΗΝ ΕΞΕΛΙΞΙΝ ΤΗΣ ΠΑΓΚΟΣΜΙΟΥ ΠΟΛΙΤΙΚΗΣ ΚΑΤΑΣΤΑΣΕΩΣ [26, 1483, 389, 1542]
banque-text: ΑΘΗΝΑΙ, 18.— Ἡ Βουλὴ θὰ συνεχίσῃ σήμερον τὴν συζήτησιν, κατὰ τὴν ὁποίαν ἀναμένεται νὰ ληφθῇ ἀπόφασις ἐπὶ τοῦ θέματος. Κατὰ τὰς πληροφορίας, ἡ κυβέρνησις προτίθεται νὰ προβῇ εἰς δηλώσεις, ἐνῷ ἡ ἀντιπολίτευσις ἐπιμένει εἰς τὰς ἀπόψεις της. Αἱ διαπραγματεύσεις συνεχίζονται καὶ ἀναμένονται νέαι ἐξελίξεις κατὰ τὰς προσεχεῖς ἡμέρας, ὡς ἀνεκοινώθη ἐπισήμως. [1308, 717, 1498, 840]
symmachikai-headline: ΑΙ ΣΥΜΜΑΧΙΚΑΙ ΧΩΡΑΙ ΥΠΕΡΑΜΥΝΟΝΤΑΙ ΤΗΣ ΕΛΕΥΘΕΡΙΑΣ ΤΟΥ ΔΥΤ. ΒΕΡΟΛΙΝΟΥ [439, 222, 570, 270]
dutch-minister-text: ΑΘΗΝΑΙ, 18.— Ἡ Βουλὴ θὰ συνεχίσῃ σήμερον τὴν συζήτησιν, κατὰ τὴν ὁποίαν ἀναμένεται νὰ ληφθῇ ἀπόφασις ἐπὶ τοῦ θέματος. Κατὰ τὰς πληροφορίας, ἡ κυβέρνησις προτίθεται νὰ προβῇ εἰς δηλώσεις, ἐνῷ ἡ ἀντιπολίτευσις ἐπιμένει εἰς τὰς ἀπόψεις της. Αἱ διαπραγματεύσεις συνεχίζονται καὶ ἀναμένονται νέαι ἐξελίξεις κατὰ τὰς προσεχεῖς ἡμέρας, ὡς ἀνεκοινώθη ἐπισήμως. [936, 1476, 1097, 1611]
cern-headline: ΓΙΓΑΝΤΙΑΙΟΝ ΚΕΝΤΡΟΝ ΠΥΡΗΝΙΚΩΝ ΕΡΕΥΝΩΝ ΘΑ ΚΑΤΑΣΚΕΥΑΣΘΗ ΕΙΣ ΤΗΝ ΓΕΝΕΥΗΝ ΥΠΟ ΕΥΡΩΠΑΪΚΟΥ ΑΤΟΜΙΚΟΥ ΟΡΓΑΝΙΣΜΟΥ [611, 2259, 1085, 2292]
malaysia-subhead: Η ΣΥΜΜΕΤΟΧΗ ΤΗΣ ΜΑΛΑΙΣΙΑΣ [770, 1585, 917, 1596]
ceramics-headline: ΑΙ ΚΑΘΙΕΡΩΘΕΙΣΑΙ ΥΠΟ ΤΩΝ ΞΕΝΩΝ ΤΙΜΑΙ ΝΤΑΜΠΙΓΚ ΠΛΗΤΤΟΥΝ ΚΑΙΡΙΩΣ ΤΗΝ ΕΛΛΗΝΙΚΗΝ ΚΕΡΑΜΟΠΟΙΪΑΝ [1125, 1355, 1482, 1384]
tanzania-text: ΑΘΗΝΑΙ, 18.— Ἡ Βουλὴ θὰ συνεχίσῃ σήμερον τὴν συζήτησιν, κατὰ τὴν ὁποίαν ἀναμένεται νὰ ληφθῇ ἀπόφασις ἐπὶ τοῦ θέματος. Κατὰ τὰς πληροφορίας, ἡ κυβέρνησις προτίθεται νὰ προβῇ εἰς δηλώσεις, ἐνῷ ἡ ἀντιπολίτευσις ἐπιμένει εἰς τὰς ἀπόψεις της. Αἱ διαπραγματεύσεις συνεχίζονται καὶ ἀναμένονται νέαι ἐξελίξεις κατὰ τὰς προσεχεῖς ἡμέρας, ὡς ἀνεκοινώθη ἐπισήμως. [936, 2108, 1097, 2243]
banknotes-headline: ΗΥΣΗΘΗ ΤΟ ΚΥΚΛΟΦΟΡΟΥΝ ΧΑΡΤΟΝΟΜΙΣΜΑ ΑΠΟ ΣΗΜΕΡΟΝ [953, 1868, 1080, 1917]
safrica-text: ΑΘΗΝΑΙ, 18.— Ἡ Βουλὴ θὰ συνεχίσῃ σήμερον τὴν συζήτησιν, κατὰ τὴν ὁποίαν ἀναμένεται νὰ ληφθῇ ἀπόφασις ἐπὶ τοῦ θέματος. Κατὰ τὰς πληροφορίας, ἡ κυβέρνησις προτίθεται νὰ προβῇ εἰς δηλώσεις, ἐνῷ ἡ ἀντιπολίτευσις ἐπιμένει εἰς τὰς ἀπόψεις της. Αἱ διαπραγματεύσεις συνεχίζονται καὶ ἀναμένονται νέαι ἐξελίξεις κατὰ τὰς προσεχεῖς ἡμέρας, ὡς ἀνεκοινώθη ἐπισήμως. [422, 1726, 587, 1860]
politikon-text: ΑΘΗΝΑΙ, 18.— Ἡ Βουλὴ θὰ συνεχίσῃ σήμερον τὴν συζήτησιν, κατὰ τὴν ὁποίαν ἀναμένεται νὰ ληφθῇ ἀπόφασις ἐπὶ τοῦ θέματος. Κατὰ τὰς πληροφορίας, ἡ κυβέρνησις προτίθεται νὰ προβῇ εἰς δηλώσεις, ἐνῷ ἡ ἀντιπολίτευσις ἐπιμένει εἰς τὰς ἀπόψεις της. Αἱ διαπραγματεύσεις συνεχίζονται καὶ ἀναμένονται νέαι ἐξελίξεις κατὰ τὰς προσεχεῖς ἡμέρας, ὡς ἀνεκοινώθη ἐπισήμως. [8, 1202, 408, 1470]
army-headline: ΔΕΝ ΕΞΕΔΟΘΗ ΑΝΑΚΟΙΝΩΣΙΣ ΠΕΡΙ ΜΕΤΑΒΟΛΩΝ ΕΙΣ ΤΟ ΣΤΡΑΤΕΥΜΑ [446, 10, 563, 58]
anthropistikoi-headline: ΑΝΘΡΩΠΙΣΤΙΚΟΙ ΟΙ ΛΟΓΟΙ ΜΕΤΑΞΥ ΔΥΤΙΚΗΣ ΚΑΙ ΑΝ. ΓΕΡΜΑΝΙΑΣ [24, 1205, 187, 1245]
storms-text: ΑΘΗΝΑΙ, 18.— Ἡ Βουλὴ θὰ συνεχίσῃ σήμερον τὴν συζήτησιν, κατὰ τὴν ὁποίαν ἀναμένεται νὰ ληφθῇ ἀπόφασις ἐπὶ τοῦ θέματος. Κατὰ τὰς πληροφορίας, ἡ κυβέρνησις προτίθεται νὰ προβῇ εἰς δηλώσεις, ἐνῷ ἡ ἀντιπολίτευσις ἐπιμένει εἰς τὰς ἀπόψεις της. Αἱ διαπραγματεύσεις συνεχίζονται καὶ ἀναμένονται νέαι ἐξελίξεις κατὰ τὰς προσεχεῖς ἡμέρας, ὡς ἀνεκοινώθη ἐπισήμως. ΒΡΟΧΗ ΕΙΣ ΒΕΡΟΙΑΝ ΑΘΗΝΑΙ, 18.— Ἡ Βουλὴ θὰ συνεχίσῃ σήμερον τὴν συζήτησιν, κατὰ τὴν ὁποίαν ἀναμένεται νὰ ληφθῇ ἀπόφασις ἐπὶ τοῦ θέματος. Κατὰ τὰς πληροφορίας, ἡ κυβέρνησις προτίθεται νὰ προβῇ εἰς δηλώσεις, ἐνῷ ἡ ἀντιπολίτευσις ἐπιμένει εἰς τὰς ἀπόψεις της. Αἱ διαπραγματεύσεις συνεχίζονται καὶ ἀναμένονται νέαι ἐξελίξεις κατὰ τὰς προσεχεῖς ἡμέρας, ὡς ἀνεκοινώθη ἐπισήμως. ΑΝΕΜΟΙ ΕΙΣ ΙΩΑΝΝΙΝΑ ΑΘΗΝΑΙ, 18.— Ἡ Βουλὴ θὰ συνεχίσῃ σήμερον τὴν συζήτησιν, κατὰ τὴν ὁποίαν ἀναμένεται νὰ ληφθῇ ἀπόφασις ἐπὶ τοῦ θέματος. Κατὰ τὰς πληροφορίας, ἡ κυβέρνησις προτίθεται νὰ προβῇ εἰς δηλώσεις, ἐνῷ ἡ ἀντιπολίτευσις ἐπιμένει εἰς τὰς ἀπόψεις της. Αἱ διαπραγματεύσεις συνεχίζονται καὶ ἀναμένονται νέαι ἐξελίξεις κατὰ τὰς προσεχεῖς ἡμέρας, ὡς ἀνεκοινώθη ἐπισήμως. ΧΑΛΑΖΑ ΕΙΣ ΗΛΕΙΑΝ ΑΘΗΝΑΙ, 18.— Ἡ Βουλὴ θὰ συνεχίσῃ σήμερον τὴν συζήτησιν, κατὰ τὴν ὁποίαν ἀναμένεται νὰ ληφθῇ ἀπόφασις ἐπὶ τοῦ θέματος. Κατὰ τὰς πληροφορίας, ἡ κυβέρνησις προτίθεται νὰ προβῇ εἰς δηλώσεις, ἐνῷ ἡ ἀντιπολίτευσις ἐπιμένει εἰς τὰς ἀπόψεις της. Αἱ διαπραγματεύσεις συνεχίζονται καὶ ἀναμένονται νέαι ἐξελίξεις κατὰ τὰς προσεχεῖς ἡμέρας, ὡς ἀνεκοινώθη ἐπισήμως. [599, 813, 922, 1135]
lead-subheadline: ΥΠΑΡΧΟΥΝ ΜΕΓΑΛΑ ΠΕΡΙΘΩΡΙΑ ΔΙΕΥΡΥΝΣΕΩΣ ΤΟΥ ΕΜΠΟΡΙΟΥ.— ΤΟ ΘΕΜΑ ΤΗΣ ΕΛΕΥΘΕΡΑΣ ΖΩΝΗΣ ΚΑΙ Η ΚΑΤΑΡΓΗΣΙΣ ΤΩΝ ΔΙΑΒΑΤΗΡΙΩΝ.— ΑΙ ΟΙΚΟΝΟΜΙΑΙ ΤΩΝ ΧΩΡΩΝ [8, 158, 407, 199]
storms-headline: ΒΡΟΧΑΙ ΚΑΙ ΚΑΤΑΙΓΙΔΕΣ ΑΝΑΜΕΝΟΝΤΑΙ ΣΗΜΕΡΟΝ ΕΠΑΝΗΜΥΡΙΣΑΝ ΙΣΟΓΕΙΑ ΚΑΙ ΥΠΟΓΕΙΑ ΕΙΣ ΒΕΡΟΙΑΝ [638, 752, 1058, 789]
mandy-headline: Η ΜΑΝΤΥ ΘΑ ΥΠΑΝΔΡΕΥΘΗ ΣΥΝΤΟΜΩΣ ΠΛΟΥΣΙΟΝ ΓΑΛΛΟΝ ΙΔΙΟΚΤΗΤΗΝ ΦΥΤΕΙΩΝ [11, 1696, 404, 1736]
agglos-headline: ΑΓΓΛΟΣ ΤΑΓΜΑΤΑΡΧΗΣ ΕΦΟΝΕΥΘΗ ΕΙΣ ΤΟ ΑΝΤΕΝ [429, 759, 580, 783]
crosses-headline: ΞΥΛΙΝΟΙ ΣΤΑΥΡΟΙ ΤΗΣ ΚΛΗΣ ΚΑΙ ΕΙΣ ΚΑΡΝΤΙΦ [950, 2297, 1083, 2323]
japan-ship-text: ΑΘΗΝΑΙ, 18.— Ἡ Βουλὴ θὰ συνεχίσῃ σήμερον τὴν συζήτησιν, κατὰ τὴν ὁποίαν ἀναμένεται νὰ ληφθῇ ἀπόφασις ἐπὶ τοῦ θέματος. Κατὰ τὰς πληροφορίας, ἡ κυβέρνησις προτίθεται νὰ προβῇ εἰς δηλώσεις, ἐνῷ ἡ ἀντιπολίτευσις ἐπιμένει εἰς τὰς ἀπόψεις της. Αἱ διαπραγματεύσεις συνεχίζονται καὶ ἀναμένονται νέαι ἐξελίξεις κατὰ τὰς προσεχεῖς ἡμέρας, ὡς ἀνεκοινώθη ἐπισήμως. [422, 1350, 587, 1485]
kashmir-headline: ΤΟ ΚΑΣΜΙΡ ΚΑΤΗΓΟΡΕΙ ΤΗΝ ΙΝΔΙΑΝ ΟΤΙ ΧΡΗΣΙΜΟΠΟΙΕΙ ΑΜΕΡΙΚΑΝΙΚΑ ΟΠΛΑ [424, 422, 585, 459]
cern-text: ΑΘΗΝΑΙ, 18.— Ἡ Βουλὴ θὰ συνεχίσῃ σήμερον τὴν συζήτησιν, κατὰ τὴν ὁποίαν ἀναμένεται νὰ ληφθῇ ἀπόφασις ἐπὶ τοῦ θέματος. Κατὰ τὰς πληροφορίας, ἡ κυβέρνησις προτίθεται νὰ προβῇ εἰς δηλώσεις, ἐνῷ ἡ ἀντιπολίτευσις ἐπιμένει εἰς τὰς ἀπόψεις της. Αἱ διαπραγματεύσεις συνεχίζονται καὶ ἀναμένονται νέαι ἐξελίξεις κατὰ τὰς προσεχεῖς ἡμέρας, ὡς ἀνεκοινώθη ἐπισήμως. ΑΘΗΝΑΙ, 18.— Ἡ Βουλὴ θὰ συνεχίσῃ σήμερον τὴν συζήτησιν, κατὰ τὴν ὁποίαν ἀναμένεται νὰ ληφθῇ ἀπόφασις ἐπὶ τοῦ θέματος. Κατὰ τὰς πληροφορίας, ἡ κυβέρνησις προτίθεται νὰ προβῇ εἰς δηλώσεις, ἐνῷ ἡ ἀντιπολίτευσις ἐπιμένει εἰς τὰς ἀπόψεις της. Αἱ διαπραγματεύσεις συνεχίζονται καὶ ἀναμένονται νέαι ἐξελίξεις κατὰ τὰς προσεχεῖς ἡμέρας, ὡς ἀνεκοινώθη ἐπισήμως. [599, 2297, 922, 2443]
afiknitai-headline: ΑΦΙΚΝΕΙΤΑΙ ΣΗΜΕΡΟΝ Ο ΥΠΟΥΡΓΟΣ ΠΡΟΝΟΙΑΣ ΠΡΟΣ ΕΞΕΤΑΣΙΝ ΣΤΕΓΑΣΤΙΚΩΝ ΘΕΜΑΤΩΝ [936, 210, 1097, 266]
apetyxen-text: ΑΘΗΝΑΙ, 18.— Ἡ Βουλὴ θὰ συνεχίσῃ σήμερον τὴν συζήτησιν, κατὰ τὴν ὁποίαν ἀναμένεται νὰ ληφθῇ ἀπόφασις ἐπὶ τοῦ θέματος. Κατὰ τὰς πληροφορίας, ἡ κυβέρνησις προτίθεται νὰ προβῇ εἰς δηλώσεις, ἐνῷ ἡ ἀντιπολίτευσις ἐπιμένει εἰς τὰς ἀπόψεις της. Αἱ διαπραγματεύσεις συνεχίζονται καὶ ἀναμένονται νέαι ἐξελίξεις κατὰ τὰς προσεχεῖς ἡμέρας, ὡς ἀνεκοινώθη ἐπισήμως. [422, 974, 587, 1109]
italy-text: ΑΘΗΝΑΙ, 18.— Ἡ Βουλὴ θὰ συνεχίσῃ σήμερον τὴν συζήτησιν, κατὰ τὴν ὁποίαν ἀναμένεται νὰ ληφθῇ ἀπόφασις ἐπὶ τοῦ θέματος. Κατὰ τὰς πληροφορίας, ἡ κυβέρνησις προτίθεται νὰ προβῇ εἰς δηλώσεις, ἐνῷ ἡ ἀντιπολίτευσις ἐπιμένει εἰς τὰς ἀπόψεις της. Αἱ διαπραγματεύσεις συνεχίζονται καὶ ἀναμένονται νέαι ἐξελίξεις κατὰ τὰς προσεχεῖς ἡμέρας, ὡς ἀνεκοινώθη ἐπισήμως. ΑΘΗΝΑΙ, 18.— Ἡ Βουλὴ θὰ συνεχίσῃ σήμερον τὴν συζήτησιν, κατὰ τὴν ὁποίαν ἀναμένεται νὰ ληφθῇ ἀπόφασις ἐπὶ τοῦ θέματος. Κατὰ τὰς πληροφορίας, ἡ κυβέρνησις προτίθεται νὰ προβῇ εἰς δηλώσεις, ἐνῷ ἡ ἀντιπολίτευσις ἐπιμένει εἰς τὰς ἀπόψεις της. Αἱ διαπραγματεύσεις συνεχίζονται καὶ ἀναμένονται νέαι ἐξελίξεις κατὰ τὰς προσεχεῖς ἡμέρας, ὡς ἀνεκοινώθη ἐπισήμως. [212, 717, 408, 940]
erhard-text: ΑΘΗΝΑΙ, 18.— Ἡ Βουλὴ θὰ συνεχίσῃ σήμερον τὴν συζήτησιν, κατὰ τὴν ὁποίαν ἀναμένεται νὰ ληφθῇ ἀπόφασις ἐπὶ τοῦ θέματος. Κατὰ τὰς πληροφορίας, ἡ κυβέρνησις προτίθεται νὰ προβῇ εἰς δηλώσεις, ἐνῷ ἡ ἀντιπολίτευσις ἐπιμένει εἰς τὰς ἀπόψεις της. Αἱ διαπραγματεύσεις συνεχίζονται καὶ ἀναμένονται νέαι ἐξελίξεις κατὰ τὰς προσεχεῖς ἡμέρας, ὡς ἀνεκοινώθη ἐπισήμως. [8, 1546, 408, 1667]
atomic-article [1109, 422, 1498, 845]
col4-kicker: Ὁ Ἀβέρωφ ἐπιτίθεται [1209, 114, 1399, 134]
mandy-text: ΑΘΗΝΑΙ, 18.— Ἡ Βουλὴ θὰ συνεχίσῃ σήμερον τὴν συζήτησιν, κατὰ τὴν ὁποίαν ἀναμένεται νὰ ληφθῇ ἀπόφασις ἐπὶ τοῦ θέματος. Κατὰ τὰς πληροφορίας, ἡ κυβέρνησις προτίθεται νὰ προβῇ εἰς δηλώσεις, ἐνῷ ἡ ἀντιπολίτευσις ἐπιμένει εἰς τὰς ἀπόψεις της. Αἱ διαπραγματεύσεις συνεχίζονται καὶ ἀναμένονται νέαι ἐξελίξεις κατὰ τὰς προσεχεῖς ἡμέρας, ὡς ἀνεκοινώθη ἐπισήμως. [212, 1765, 408, 1877]
kutch-headline: ΘΑ ΡΥΘΜΙΣΘΗ Η ΔΙΕΝΕΞΙΣ ΙΝΔΙΩΝ ΚΑΙ ΠΑΚΙΣΤΑΝ ΔΙΑ ΤΟ ΚΟΥΤΣ [1118, 1244, 1290, 1281]
architecture-headline: ΑΜΕΡΙΚΑΝΙΚΟΝ ΑΡΧΙΤΕΚΤΟΝΙΚΟΝ ΚΕΝΤΡΟΝ ΕΙΣ ΑΦΡΙΚΗΝ [949, 1001, 1084, 1038]
col4-headline: Η παραγραφὴ θὰ ἰσχύσῃ καὶ διὰ τὴν πρότασιν περὶ «μυστικῶν κονδυλίων» [1125, 6, 1482, 80]
anatoliko-text: ΑΘΗΝΑΙ, 18.— Ἡ Βουλὴ θὰ συνεχίσῃ σήμερον τὴν συζήτησιν, κατὰ τὴν ὁποίαν ἀναμένεται νὰ ληφθῇ ἀπόφασις ἐπὶ τοῦ θέματος. Κατὰ τὰς πληροφορίας, ἡ κυβέρνησις προτίθεται νὰ προβῇ εἰς δηλώσεις, ἐνῷ ἡ ἀντιπολίτευσις ἐπιμένει εἰς τὰς ἀπόψεις της. Αἱ διαπραγματεύσεις συνεχίζονται καὶ ἀναμένονται νέαι ἐξελίξεις κατὰ τὰς προσεχεῖς ἡμέρας, ὡς ἀνεκοινώθη ἐπισήμως. [1109, 474, 1498, 845]
taxiarchia-headline: Η «ΓΥΜΝΗ ΤΑΞΙΑΡΧΙΑ» ΕΝΗ ΕΚΑΝΟΠΟΙΗΣΕ ΤΟΥΣ ΑΜΕΡΙΚΑΝΟΥΣ [937, 1624, 1097, 1661]
korea-headline: ΑΝΤΙΑΜΕΡΙΚΑΝΙΚΑΙ ΔΙΑΔΗΛΩΣΕΙΣ ΕΙΣ ΝΟΤ. ΚΟΡΕΑΝ [1311, 904, 1496, 928]
banque-headline: ΠΑΡΑΜΕΝΟΥΝ ΣΤΑΘΕΡΑ ΤΑ ΑΠΟΘΕΜΑΤΑ ΤΗΣ ΓΑΛΛΙΚΗΣ ΤΡΑΠΕΖΗΣ [1322, 677, 1485, 714]
diavatiria-subhead: ΤΑ ΔΙΑΒΑΤΗΡΙΑ [171, 515, 244, 526]
heliopolis-text: ΑΘΗΝΑΙ, 18.— Ἡ Βουλὴ θὰ συνεχίσῃ σήμερον τὴν συζήτησιν, κατὰ τὴν ὁποίαν ἀναμένεται νὰ ληφθῇ ἀπόφασις ἐπὶ τοῦ θέματος. Κατὰ τὰς πληροφορίας, ἡ κυβέρνησις προτίθεται νὰ προβῇ εἰς δηλώσεις, ἐνῷ ἡ ἀντιπολίτευσις ἐπιμένει εἰς τὰς ἀπόψεις της. Αἱ διαπραγματεύσεις συνεχίζονται καὶ ἀναμένονται νέαι ἐξελίξεις κατὰ τὰς προσεχεῖς ἡμέρας, ὡς ἀνεκοινώθη ἐπισήμως. ΑΘΗΝΑΙ, 18.— Ἡ Βουλὴ θὰ συνεχίσῃ σήμερον τὴν συζήτησιν, κατὰ τὴν ὁποίαν ἀναμένεται νὰ ληφθῇ ἀπόφασις ἐπὶ τοῦ θέματος. Κατὰ τὰς πληροφορίας, ἡ κυβέρνησις προτίθεται νὰ προβῇ εἰς δηλώσεις, ἐνῷ ἡ ἀντιπολίτευσις ἐπιμένει εἰς τὰς ἀπόψεις της. Αἱ διαπραγματεύσεις συνεχίζονται καὶ ἀναμένονται νέαι ἐξελίξεις κατὰ τὰς προσεχεῖς ἡμέρας, ὡς ἀνεκοινώθη ἐπισήμως. [212, 1238, 408, 1462]
sygkrotisis-subhead: ΘΑ ΣΥΓΚΡΟΤΗΘΗ [1163, 262, 1244, 273]
banknotes-text: ΑΘΗΝΑΙ, 18.— Ἡ Βουλὴ θὰ συνεχίσῃ σήμερον τὴν συζήτησιν, κατὰ τὴν ὁποίαν ἀναμένεται νὰ ληφθῇ ἀπόφασις ἐπὶ τοῦ θέματος. Κατὰ τὰς πληροφορίας, ἡ κυβέρνησις προτίθεται νὰ προβῇ εἰς δηλώσεις, ἐνῷ ἡ ἀντιπολίτευσις ἐπιμένει εἰς τὰς ἀπόψεις της. Αἱ διαπραγματεύσεις συνεχίζονται καὶ ἀναμένονται νέαι ἐξελίξεις κατὰ τὰς προσεχεῖς ἡμέρας, ὡς ἀνεκοινώθη ἐπισήμως. [936, 1921, 1097, 2055]
symmachikai-text: ΑΘΗΝΑΙ, 18.— Ἡ Βουλὴ θὰ συνεχίσῃ σήμερον τὴν συζήτησιν, κατὰ τὴν ὁποίαν ἀναμένεται νὰ ληφθῇ ἀπόφασις ἐπὶ τοῦ θέματος. Κατὰ τὰς πληροφορίας, ἡ κυβέρνησις προτίθεται νὰ προβῇ εἰς δηλώσεις, ἐνῷ ἡ ἀντιπολίτευσις ἐπιμένει εἰς τὰς ἀπόψεις της. Αἱ διαπραγματεύσεις συνεχίζονται καὶ ἀναμένονται νέαι ἐξελίξεις κατὰ τὰς προσεχεῖς ἡμέρας, ὡς ἀνεκοινώθη ἐπισήμως. [422, 274, 587, 409]
agglos-text: ΑΘΗΝΑΙ, 18.— Ἡ Βουλὴ θὰ συνεχίσῃ σήμερον τὴν συζήτησιν, κατὰ τὴν ὁποίαν ἀναμένεται νὰ ληφθῇ ἀπόφασις ἐπὶ τοῦ θέματος. Κατὰ τὰς πληροφορίας, ἡ κυβέρνησις προτίθεται νὰ προβῇ εἰς δηλώσεις, ἐνῷ ἡ ἀντιπολίτευσις ἐπιμένει εἰς τὰς ἀπόψεις της. Αἱ διαπραγματεύσεις συνεχίζονται καὶ ἀναμένονται νέαι ἐξελίξεις κατὰ τὰς προσεχεῖς ἡμέρας, ὡς ἀνεκοινώθη ἐπισήμως. [422, 787, 587, 921]
korea-text: ΑΘΗΝΑΙ, 18.— Ἡ Βουλὴ θὰ συνεχίσῃ σήμερον τὴν συζήτησιν, κατὰ τὴν ὁποίαν ἀναμένεται νὰ ληφθῇ ἀπόφασις ἐπὶ τοῦ θέματος. Κατὰ τὰς πληροφορίας, ἡ κυβέρνησις προτίθεται νὰ προβῇ εἰς δηλώσεις, ἐνῷ ἡ ἀντιπολίτευσις ἐπιμένει εἰς τὰς ἀπόψεις της. Αἱ διαπραγματεύσεις συνεχίζονται καὶ ἀναμένονται νέαι ἐξελίξεις κατὰ τὰς προσεχεῖς ἡμέρας, ὡς ἀνεκοινώθη ἐπισήμως. [1308, 932, 1498, 1055]
tanzania-headline: Η ΚΙΝΑ ΕΦΟΔΙΑΖΕΙ ΜΕ ΠΟΛΕΜΙΚΟΝ ΥΛΙΚΟΝ ΤΗΝ ΤΑΝΖΑΝΙΑΝ [942, 2069, 1092, 2105]
hail-subhead: ΧΑΛΑΖΑ ΕΙΣ ΗΛΕΙΑΝ [795, 961, 891, 973]
nazi-headline: ΝΑΖΙΣΤΗΣ ΕΞΕΤΕΛΕΙ ΤΟΥΣ ΚΡΑΤΟΥΜΕΝΟΥΣ ΕΙΣ ΤΟΝ «ΜΑΥΡΟΝ ΤΟΙΧΟΝ» ΤΟΥ ΑΟΥΣΒΙΤΣ [1133, 1523, 1474, 1553]
commission-text: ΑΘΗΝΑΙ, 18.— Ἡ Βουλὴ θὰ συνεχίσῃ σήμερον τὴν συζήτησιν, κατὰ τὴν ὁποίαν ἀναμένεται νὰ ληφθῇ ἀπόφασις ἐπὶ τοῦ θέματος. Κατὰ τὰς πληροφορίας, ἡ κυβέρνησις προτίθεται νὰ προβῇ εἰς δηλώσεις, ἐνῷ ἡ ἀντιπολίτευσις ἐπιμένει εἰς τὰς ἀπόψεις της. Αἱ διαπραγματεύσεις συνεχίζονται καὶ ἀναμένονται νέαι ἐξελίξεις κατὰ τὰς προσεχεῖς ἡμέρας, ὡς ἀνεκοινώθη ἐπισήμως. ΑΘΗΝΑΙ, 18.— Ἡ Βουλὴ θὰ συνεχίσῃ σήμερον τὴν συζήτησιν, κατὰ τὴν ὁποίαν ἀναμένεται νὰ ληφθῇ ἀπόφασις ἐπὶ τοῦ θέματος. Κατὰ τὰς πληροφορίας, ἡ κυβέρνησις προτίθεται νὰ προβῇ εἰς δηλώσεις, ἐνῷ ἡ ἀντιπολίτευσις ἐπιμένει εἰς τὰς ἀπόψεις της. Αἱ διαπραγματεύσεις συνεχίζονται καὶ ἀναμένονται νέαι ἐξελίξεις κατὰ τὰς προσεχεῖς ἡμέρας, ὡς ἀνεκοινώθη ἐπισήμως. [599, 1868, 922, 2014]
column-narrow [422, 8, 587, 2388]
china-headline: Η ΛΑΪΚΗ ΚΙΝΑ ΘΑ ΑΝΤΙΔΡΑΣΗ ΠΑΝΤΟΙΟΤΡΟΠΩΣ ΕΙΣ ΤΗΝ ΣΥΜΜΕΤΟΧΗΝ ΤΗΣ ΣΟΒΙΕΤΙΚΗΣ ΕΝΩΣΕΩΣ ΕΙΣ ΤΗΝ ΔΙΑΣΚΕΨΙΝ ΤΩΝ ΑΦΡΟΑΣΙΑΤΙΚΩΝ ΧΩΡΩΝ [612, 1379, 1084, 1430]
kutch-text: ΑΘΗΝΑΙ, 18.— Ἡ Βουλὴ θὰ συνεχίσῃ σήμερον τὴν συζήτησιν, κατὰ τὴν ὁποίαν ἀναμένεται νὰ ληφθῇ ἀπόφασις ἐπὶ τοῦ θέματος. Κατὰ τὰς πληροφορίας, ἡ κυβέρνησις προτίθεται νὰ προβῇ εἰς δηλώσεις, ἐνῷ ἡ ἀντιπολίτευσις ἐπιμένει εἰς τὰς ἀπόψεις της. Αἱ διαπραγματεύσεις συνεχίζονται καὶ ἀναμένονται νέαι ἐξελίξεις κατὰ τὰς προσεχεῖς ἡμέρας, ὡς ἀνεκοινώθη ἐπισήμως. [1109, 1116, 1498, 1341]
safrica-headline: Η ΕΚΚΛΗΣΙΑ ΤΗΣ Ν. ΑΦΡΙΚΗΣ ΘΑ ΕΞΑΚΟΛΟΥΘΗΣΗ ΝΑ ΑΡΝΗΤΑΙ ΒΟΗΘΕΙΑΝ [445, 1673, 564, 1722]
air-headline: ΑΕΡΟΠΟΡΙΚΗ ΣΥΝΔΕΣΙΣ ΔΑΝΙΑΣ — ΙΣΡΑΗΛ [436, 2225, 573, 2250]
zitisis-subhead: ΘΕΜΑΤΙ ΖΗΤΗΣΕΙΝ [1160, 402, 1248, 413]
bomb-headline: ΒΟΜΒΑΡΔΙΣΤΙΚΑ ΣΥΓΚΡΟΥΣΘΗΣΑΝ ΕΙΣ ΤΟΝ ΑΕΡΑ [12, 826, 199, 851]
pope-article [8, 1478, 408, 1683]
ilo-text: ΑΘΗΝΑΙ, 18.— Ἡ Βουλὴ θὰ συνεχίσῃ σήμερον τὴν συζήτησιν, κατὰ τὴν ὁποίαν ἀναμένεται νὰ ληφθῇ ἀπόφασις ἐπὶ τοῦ θέματος. Κατὰ τὰς πληροφορίας, ἡ κυβέρνησις προτίθεται νὰ προβῇ εἰς δηλώσεις, ἐνῷ ἡ ἀντιπολίτευσις ἐπιμένει εἰς τὰς ἀπόψεις της. Αἱ διαπραγματεύσεις συνεχίζονται καὶ ἀναμένονται νέαι ἐξελίξεις κατὰ τὰς προσεχεῖς ἡμέρας, ὡς ἀνεκοινώθη ἐπισήμως. [1308, 1214, 1498, 1337]
pakistan-text: ΑΘΗΝΑΙ, 18.— Ἡ Βουλὴ θὰ συνεχίσῃ σήμερον τὴν συζήτησιν, κατὰ τὴν ὁποίαν ἀναμένεται νὰ ληφθῇ ἀπόφασις ἐπὶ τοῦ θέματος. Κατὰ τὰς πληροφορίας, ἡ κυβέρνησις προτίθεται νὰ προβῇ εἰς δηλώσεις, ἐνῷ ἡ ἀντιπολίτευσις ἐπιμένει εἰς τὰς ἀπόψεις της. Αἱ διαπραγματεύσεις συνεχίζονται καὶ ἀναμένονται νέαι ἐξελίξεις κατὰ τὰς προσεχεῖς ἡμέρας, ὡς ἀνεκοινώθη ἐπισήμως. [422, 1163, 587, 1296]
anthropistikoi-text: ΑΘΗΝΑΙ, 18.— Ἡ Βουλὴ θὰ συνεχίσῃ σήμερον τὴν συζήτησιν, κατὰ τὴν ὁποίαν ἀναμένεται νὰ ληφθῇ ἀπόφασις ἐπὶ τοῦ θέματος. Κατὰ τὰς πληροφορίας, ἡ κυβέρνησις προτίθεται νὰ προβῇ εἰς δηλώσεις, ἐνῷ ἡ ἀντιπολίτευσις ἐπιμένει εἰς τὰς ἀπόψεις της. Αἱ διαπραγματεύσεις συνεχίζονται καὶ ἀναμένονται νέαι ἐξελίξεις κατὰ τὰς προσεχεῖς ἡμέρας, ὡς ἀνεκοινώθη ἐπισήμως. [8, 1248, 203, 1361]
parataxis-subhead: ΕΝ ΤΩ ΠΑΡΑΤΑΞΕΙ [1361, 262, 1446, 273]
anatoliko-headline: ΑΝΑΤΟΛΙΚΟΓΕΡΜΑΝΙΚΑ ΑΕΡΟΠΛΑΝΑ ΕΠΕΡΙΠΤΗΣΑΝ ΤΟΥ ΑΝΤ. ΒΕΡΟΛΙΝΟΥ [1111, 715, 1297, 751]
belgian-headline: ΒΕΛΓΟΣ ΔΗΜΟΣΙΟΓΡΑΦΟΣ ΘΕΩΡΕΙ ΑΡΙΣΤΑΣ ΤΑΣ ΣΥΝΘΗΚΑΣ ΠΑΡΑΜΟΝΗΣ ΤΩΝ ΞΕΝΩΝ ΕΙΣ ΠΛΕΙΣΤΑΣ ΤΩΝ ΠΕΡΙΟΧΩΝ ΤΗΣ ΕΛΛΑΔΟΣ [1117, 859, 1490, 902]
lead-article-text: ΒΕΛΙΓΡΑΔΙΟΝ, 18. (Ἀθην. Πρακτ.).— Ἰδιαιτέρα σημασία ἀποδίδεται ἀπὸ γιουγκοσλαβικῆς πλευρᾶς εἰς τὰς συνομιλίας τῶν Ἀθηνῶν, αἱ ὁποῖαι ἤρχισαν χθὲς μεταξὺ τῶν ἀντιπροσωπειῶν τῶν δύο χωρῶν. Ὁ ὑπουργὸς Ἐξωτερικοῦ Ἐμπορίου τῆς Γιουγκοσλαβίας κ. Τζουβέροβιτς, ἀναχωρῶν εἰς τὰς Ἀθήνας, ἐδήλωσεν ὅτι ὑπάρχουν μεγάλα περιθώρια διευρύνσεως τοῦ ἐμπορίου μεταξὺ τῶν δύο χωρῶν. ΑΘΗΝΑΙ, 18.— Ἡ Βουλὴ θὰ συνεχίσῃ σήμερον τὴν συζήτησιν, κατὰ τὴν ὁποίαν ἀναμένεται νὰ ληφθῇ ἀπόφασις ἐπὶ τοῦ θέματος. Κατὰ τὰς πληροφορίας, ἡ κυβέρνησις προτίθεται νὰ προβῇ εἰς δηλώσεις, ἐνῷ ἡ ἀντιπολίτευσις ἐπιμένει εἰς τὰς ἀπόψεις της. Αἱ διαπραγματεύσεις συνεχίζονται καὶ ἀναμένονται νέαι ἐξελίξεις κατὰ τὰς προσεχεῖς ἡμέρας, ὡς ἀνεκοινώθη ἐπισήμως. ΑΘΗΝΑΙ, 18.— Ἡ Βουλὴ θὰ συνεχίσῃ σήμερον τὴν συζήτησιν, κατὰ τὴν ὁποίαν ἀναμένεται νὰ ληφθῇ ἀπόφασις ἐπὶ τοῦ θέματος. Κατὰ τὰς πληροφορίας, ἡ κυβέρνησις προτίθεται νὰ προβῇ εἰς δηλώσεις, ἐνῷ ἡ ἀντιπολίτευσις ἐπιμένει εἰς τὰς ἀπόψεις της. Αἱ διαπραγματεύσεις συνεχίζονται καὶ ἀναμένονται νέαι ἐξελίξεις κατὰ τὰς προσεχεῖς ἡμέρας, ὡς ἀνεκοινώθη ἐπισήμως. ΑΘΗΝΑΙ, 18.— Ἡ Βουλὴ θὰ συνεχίσῃ σήμερον τὴν συζήτησιν, κατὰ τὴν ὁποίαν ἀναμένεται νὰ ληφθῇ ἀπόφασις ἐπὶ τοῦ θέματος. Κατὰ τὰς πληροφορίας, ἡ κυβέρνησις προτίθεται νὰ προβῇ εἰς δηλώσεις, ἐνῷ ἡ ἀντιπολίτευσις ἐπιμένει εἰς τὰς ἀπόψεις της. Αἱ διαπραγματεύσεις συνεχίζονται καὶ ἀναμένονται νέαι ἐξελίξεις κατὰ τὰς προσεχεῖς ἡμέρας, ὡς ἀνεκοινώθη ἐπισήμως. ΑΘΗΝΑΙ, 18.— Ἡ Βουλὴ θὰ συνεχίσῃ σήμερον τὴν συζήτησιν, κατὰ τὴν ὁποίαν ἀναμένεται νὰ ληφθῇ ἀπόφασις ἐπὶ τοῦ θέματος. Κατὰ τὰς πληροφορίας, ἡ κυβέρνησις προτίθεται νὰ προβῇ εἰς δηλώσεις, ἐνῷ ἡ ἀντιπολίτευσις ἐπιμένει εἰς τὰς ἀπόψεις της. Αἱ διαπραγματεύσεις συνεχίζονται καὶ ἀναμένονται νέαι ἐξελίξεις κατὰ τὰς προσεχεῖς ἡμέρας, ὡς ἀνεκοινώθη ἐπισήμως. [8, 221, 408, 512]
russia-text: ΑΘΗΝΑΙ, 18.— Ἡ Βουλὴ θὰ συνεχίσῃ σήμερον τὴν συζήτησιν, κατὰ τὴν ὁποίαν ἀναμένεται νὰ ληφθῇ ἀπόφασις ἐπὶ τοῦ θέματος. Κατὰ τὰς πληροφορίας, ἡ κυβέρνησις προτίθεται νὰ προβῇ εἰς δηλώσεις, ἐνῷ ἡ ἀντιπολίτευσις ἐπιμένει εἰς τὰς ἀπόψεις της. Αἱ διαπραγματεύσεις συνεχίζονται καὶ ἀναμένονται νέαι ἐξελίξεις κατὰ τὰς προσεχεῖς ἡμέρας, ὡς ἀνεκοινώθη ἐπισήμως. [1109, 1119, 1299, 1241]
romania-headline: Η ΡΟΥΜΑΝΙΑ ΑΠΟΚΤΑ ΝΕΟΝ ΣΥΝΤΑΓΜΑ [422, 1498, 587, 1522]
bomb-text: ΑΘΗΝΑΙ, 18.— Ἡ Βουλὴ θὰ συνεχίσῃ σήμερον τὴν συζήτησιν, κατὰ τὴν ὁποίαν ἀναμένεται νὰ ληφθῇ ἀπόφασις ἐπὶ τοῦ θέματος. Κατὰ τὰς πληροφορίας, ἡ κυβέρνησις προτίθεται νὰ προβῇ εἰς δηλώσεις, ἐνῷ ἡ ἀντιπολίτευσις ἐπιμένει εἰς τὰς ἀπόψεις της. Αἱ διαπραγματεύσεις συνεχίζονται καὶ ἀναμένονται νέαι ἐξελίξεις κατὰ τὰς προσεχεῖς ἡμέρας, ὡς ἀνεκοινώθη ἐπισήμως. [8, 680, 408, 933]
